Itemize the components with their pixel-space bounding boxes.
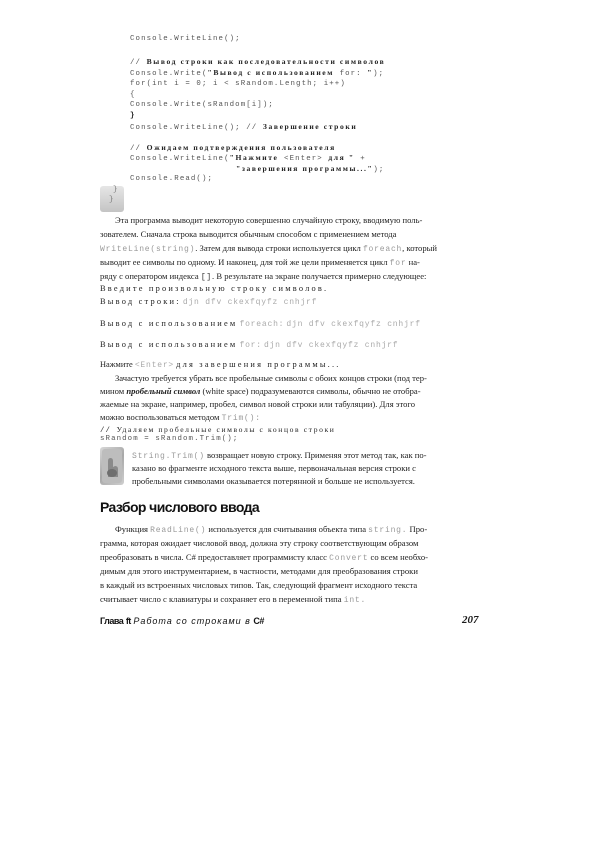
code-line: Console.WriteLine(); xyxy=(130,35,241,43)
text-line: Функция ReadLine() используется для считывания объекта типа string. Про- xyxy=(115,524,428,535)
output-line: Нажмите <Enter> для завершения программы... xyxy=(100,360,341,370)
text-line: зователем. Сначала строка выводится обычным способом с применением метода xyxy=(100,229,397,239)
pointing-hand-icon xyxy=(100,447,124,485)
brace-glyph: } xyxy=(109,196,115,204)
section-heading: Разбор числового ввода xyxy=(100,499,260,515)
code-line: { xyxy=(130,91,136,99)
text-line: в каждый из встроенных числовых типов. Так, следующий фрагмент исходного текста xyxy=(100,580,418,590)
output-line: Вывод строки: djn dfv ckexfqyfz cnhjrf xyxy=(100,297,318,307)
code-line: // Ожидаем подтверждения пользователя xyxy=(130,143,336,153)
code-line: Console.Write("Вывод с использованием for: "); xyxy=(130,68,385,78)
output-line: Вывод с использованием for: djn dfv ckexfqyfz cnhjrf xyxy=(100,340,399,350)
margin-gutter-icon xyxy=(100,186,124,212)
text-line: считывает число с клавиатуры и сохраняет его в переменной типа int. xyxy=(100,594,367,605)
text-line: жаемые на экране, например, пробел, символ новой строки или табуляции). Для этого xyxy=(100,399,416,409)
code-line: Console.Read(); xyxy=(130,175,214,183)
text-line: димым для этого инструментарием, в частности, методами для преобразования строки xyxy=(100,566,418,576)
brace-glyph: } xyxy=(113,186,119,194)
code-line: for(int i = 0; i < sRandom.Length; i++) xyxy=(130,80,346,88)
output-line: Вывод с использованием foreach: djn dfv ckexfqyfz cnhjrf xyxy=(100,319,421,329)
page-number: 207 xyxy=(462,614,479,626)
text-line: выводит ее символы по одному. И наконец, для той же цели применяется цикл for на- xyxy=(100,257,420,268)
text-line: преобразовать в числа. C# предоставляет программисту класс Convert со всем необхо- xyxy=(100,552,429,563)
hand-icon-graphic xyxy=(100,447,124,485)
code-line: sRandom = sRandom.Trim(); xyxy=(100,435,239,443)
text-line: грамма, которая ожидает числовой ввод, должна эту строку соответствующим образом xyxy=(100,538,419,548)
code-line: Console.WriteLine("Нажмите <Enter> для " + xyxy=(130,153,366,163)
text-line: Зачастую требуется убрать все пробельные символы с обоих концов строки (под тер- xyxy=(115,373,427,383)
text-line: String.Trim() возвращает новую строку. Применяя этот метод так, как по- xyxy=(132,450,427,461)
text-line: казано во фрагменте исходного текста выше, первоначальная версия строки с xyxy=(132,463,416,473)
text-line: Эта программа выводит некоторую совершенно случайную строку, вводимую поль- xyxy=(115,215,423,225)
text-line: ряду с оператором индекса []. В результате на экране получается примерно следующее: xyxy=(100,271,427,282)
code-line: Console.WriteLine(); // Завершение строки xyxy=(130,122,358,132)
code-line: Console.Write(sRandom[i]); xyxy=(130,101,274,109)
code-line: "завершения программы..."); xyxy=(236,164,385,174)
output-line: Введите произвольную строку символов. xyxy=(100,284,329,293)
text-line: пробельными символами оказывается потерянной и больше не используется. xyxy=(132,476,415,486)
code-line: // Вывод строки как последовательности символов xyxy=(130,57,386,67)
code-comment: // Удаляем пробельные символы с концов строки xyxy=(100,425,336,435)
text-line: WriteLine(string). Затем для вывода строки используется цикл foreach, который xyxy=(100,243,437,254)
text-line: можно воспользоваться методом Trim(): xyxy=(100,412,261,423)
running-footer: Глава ft Работа со строками в C# xyxy=(100,616,264,626)
text-line: мином пробельный символ (white space) подразумеваются символы, обычно не отобра- xyxy=(100,386,421,396)
code-line: } xyxy=(130,112,136,120)
